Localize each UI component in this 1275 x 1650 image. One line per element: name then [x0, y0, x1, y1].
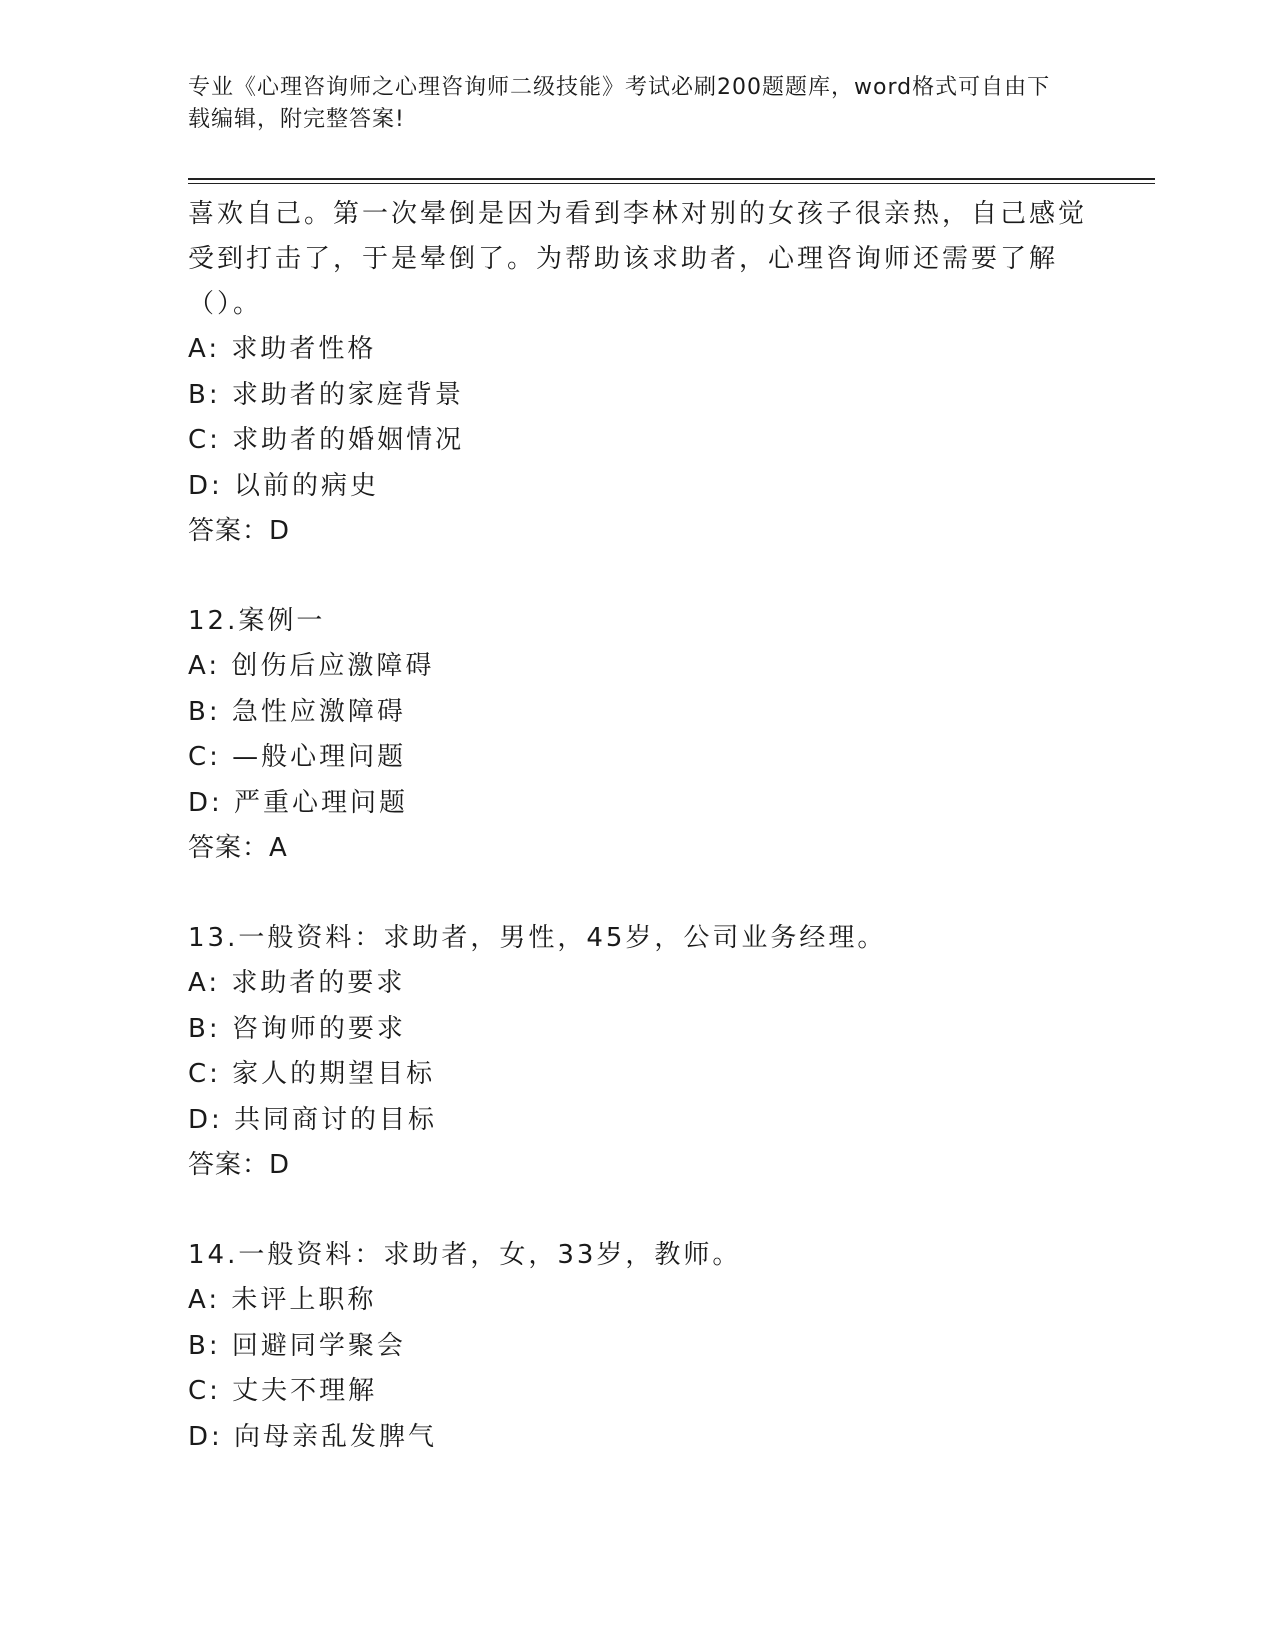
document-header: 专业《心理咨询师之心理咨询师二级技能》考试必刷200题题库，word格式可自由下载编辑，附完整答案! — [188, 75, 1051, 132]
option-c: C: 求助者的婚姻情况 — [188, 425, 465, 455]
option-b: B: 求助者的家庭背景 — [188, 379, 464, 410]
question-title: 13.一般资料：求助者，男性，45岁，公司业务经理。 — [188, 922, 887, 953]
option-a: A: 未评上职称 — [188, 1285, 377, 1315]
option-b: B: 回避同学聚会 — [188, 1330, 406, 1361]
answer: 答案：D — [188, 516, 291, 546]
answer: 答案：D — [188, 1150, 291, 1180]
question-11 — [188, 327, 1088, 555]
option-c: C: 家人的期望目标 — [188, 1059, 436, 1089]
option-d: D: 严重心理问题 — [188, 787, 409, 818]
question-14 — [188, 1233, 1088, 1461]
question-12 — [188, 599, 1088, 872]
option-d: D: 以前的病史 — [188, 470, 380, 501]
answer: 答案：A — [188, 833, 288, 863]
spacer — [188, 1189, 1088, 1233]
document-body — [188, 192, 1088, 1460]
question-title: 12.案例一 — [188, 605, 326, 636]
spacer — [188, 872, 1088, 916]
option-b: B: 咨询师的要求 — [188, 1013, 406, 1044]
question-13 — [188, 916, 1088, 1189]
spacer — [188, 555, 1088, 599]
option-d: D: 共同商讨的目标 — [188, 1104, 438, 1135]
option-a: A: 创伤后应激障碍 — [188, 651, 435, 681]
question-continuation-text: 喜欢自己。第一次晕倒是因为看到李林对别的女孩子很亲热，自己感觉受到打击了，于是晕倒了。为帮助该求助者，心理咨询师还需要了解（）。 — [188, 199, 1088, 319]
header-divider-thin — [188, 183, 1155, 184]
option-d: D: 向母亲乱发脾气 — [188, 1421, 438, 1452]
option-c: C: 丈夫不理解 — [188, 1376, 378, 1406]
option-c: C: —般心理问题 — [188, 742, 407, 772]
question-title: 14.一般资料：求助者，女，33岁，教师。 — [188, 1239, 742, 1270]
header-divider-thick — [188, 178, 1155, 180]
option-b: B: 急性应激障碍 — [188, 696, 406, 727]
option-a: A: 求助者的要求 — [188, 968, 406, 998]
option-a: A: 求助者性格 — [188, 334, 377, 364]
